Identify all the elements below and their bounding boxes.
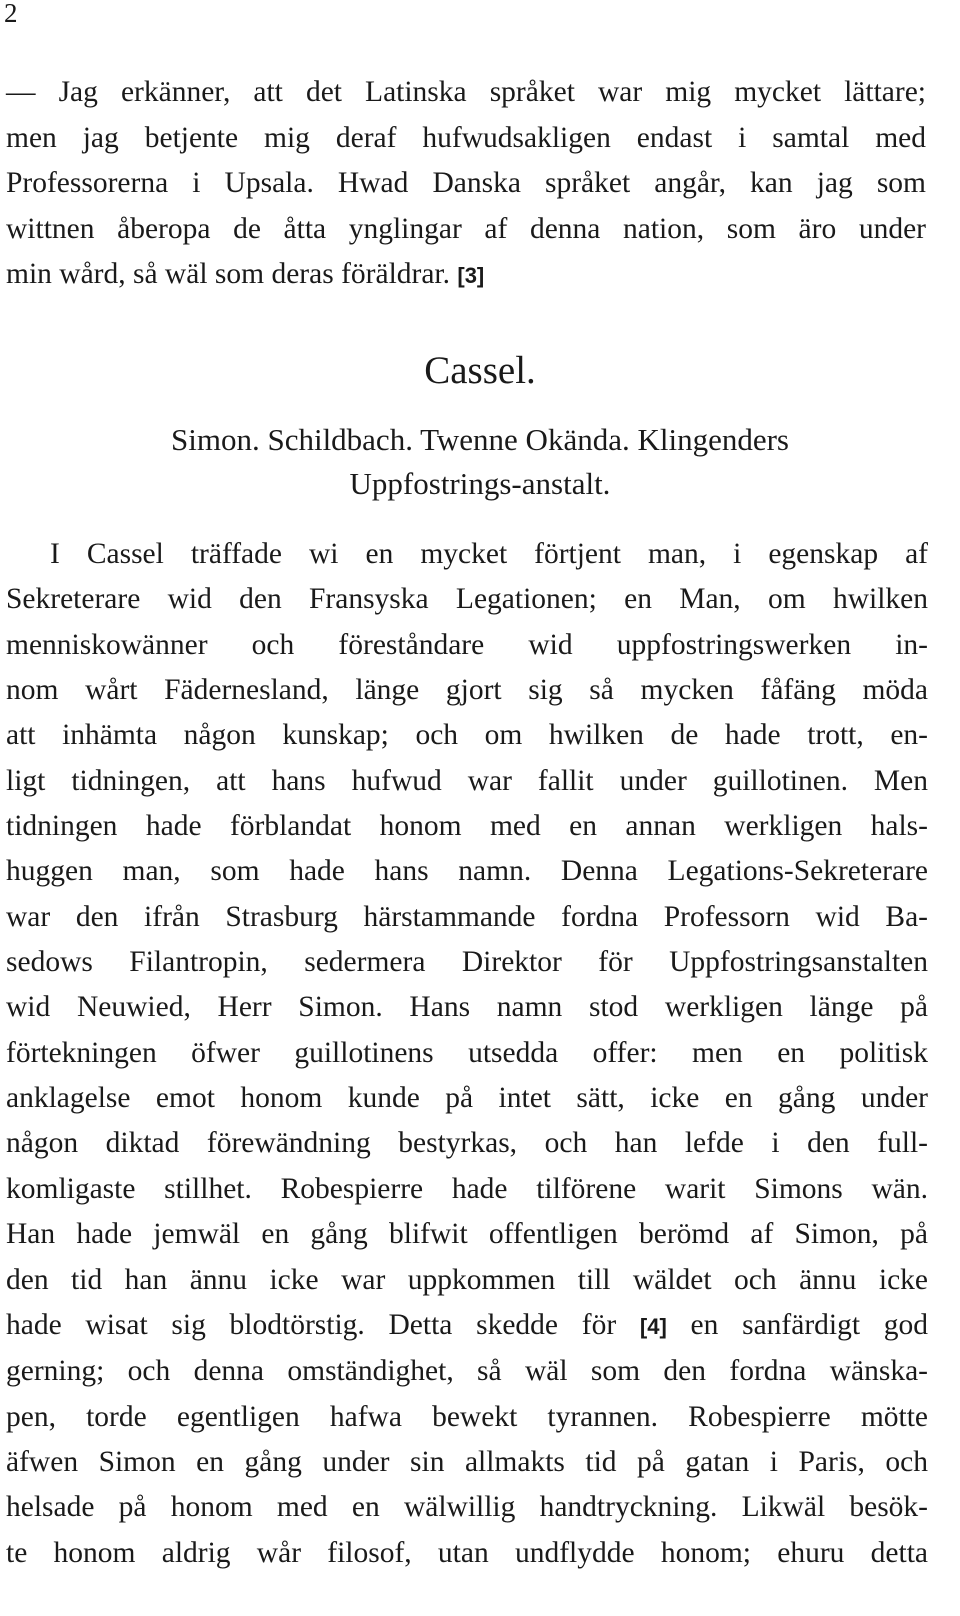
- text-line: nom wårt Fädernesland, länge gjort sig så mycken fåfäng möda: [6, 674, 928, 707]
- text-line: förtekningen öfwer guillotinens utsedda offer: men en politisk: [6, 1036, 928, 1069]
- text-line: Han hade jemwäl en gång blifwit offentligen berömd af Simon, på: [6, 1218, 928, 1251]
- text-line: wid Neuwied, Herr Simon. Hans namn stod werkligen länge på: [6, 991, 928, 1024]
- text-line: — Jag erkänner, att det Latinska språket war mig mycket lättare;: [6, 76, 926, 108]
- text-line: pen, torde egentligen hafwa bewekt tyrannen. Robespierre mötte: [6, 1400, 928, 1433]
- opening-paragraph: [6, 70, 926, 299]
- page-reference: [4]: [639, 1313, 667, 1339]
- subtitle-line: Uppfostrings-anstalt.: [349, 466, 611, 501]
- text-line: huggen man, som hade hans namn. Denna Legations-Sekreterare: [6, 855, 928, 888]
- text-line: te honom aldrig wår filosof, utan undflydde honom; ehuru detta: [6, 1536, 928, 1569]
- text-line-content: min wård, så wäl som deras föräldrar.: [6, 258, 450, 291]
- text-line: I Cassel träffade wi en mycket förtjent man, i egenskap af: [50, 538, 928, 570]
- section-title: Cassel.: [424, 349, 536, 392]
- text-line: den tid han ännu icke war uppkommen till wäldet och ännu icke: [6, 1263, 928, 1296]
- text-line: ligt tidningen, att hans hufwud war fallit under guillotinen. Men: [6, 764, 928, 797]
- text-line-content: en sanfärdigt god: [690, 1308, 929, 1341]
- text-line: [6, 252, 926, 299]
- text-line: sedows Filantropin, sedermera Direktor för Uppfostringsanstalten: [6, 946, 928, 979]
- text-line: någon diktad förewändning bestyrkas, och han lefde i den full-: [6, 1127, 928, 1160]
- text-line: menniskowänner och föreståndare wid uppfostringswerken in-: [6, 628, 928, 661]
- section-subtitle: [0, 418, 960, 506]
- text-line: tidningen hade förblandat honom med en annan werkligen hals-: [6, 810, 928, 843]
- text-line: äfwen Simon en gång under sin allmakts tid på gatan i Paris, och: [6, 1445, 928, 1478]
- text-line: [6, 1303, 928, 1349]
- text-line: att inhämta någon kunskap; och om hwilken de hade trott, en-: [6, 719, 928, 752]
- text-line: wittnen åberopa de åtta ynglingar af denna nation, som äro under: [6, 212, 926, 245]
- subtitle-line: Simon. Schildbach. Twenne Okända. Klingenders: [170, 422, 789, 457]
- text-line: anklagelse emot honom kunde på intet sätt, icke en gång under: [6, 1082, 928, 1115]
- text-line: men jag betjente mig deraf hufwudsakligen endast i samtal med: [6, 121, 926, 154]
- page-reference: [3]: [457, 263, 485, 289]
- text-line: gerning; och denna omständighet, så wäl som den fordna wänska-: [6, 1355, 928, 1388]
- text-line: Sekreterare wid den Fransyska Legationen; en Man, om hwilken: [6, 583, 928, 616]
- page-number: 2: [4, 0, 18, 28]
- text-line: war den ifrån Strasburg härstammande fordna Professorn wid Ba-: [6, 900, 928, 933]
- text-line: Professorerna i Upsala. Hwad Danska språket angår, kan jag som: [6, 167, 926, 200]
- text-line-content: hade wisat sig blodtörstig. Detta skedde för: [6, 1308, 617, 1341]
- text-line: helsade på honom med en wälwillig handtryckning. Likwäl besök-: [6, 1491, 928, 1524]
- text-line: komligaste stillhet. Robespierre hade tilförene warit Simons wän.: [6, 1172, 928, 1205]
- body-paragraph: [6, 532, 928, 1576]
